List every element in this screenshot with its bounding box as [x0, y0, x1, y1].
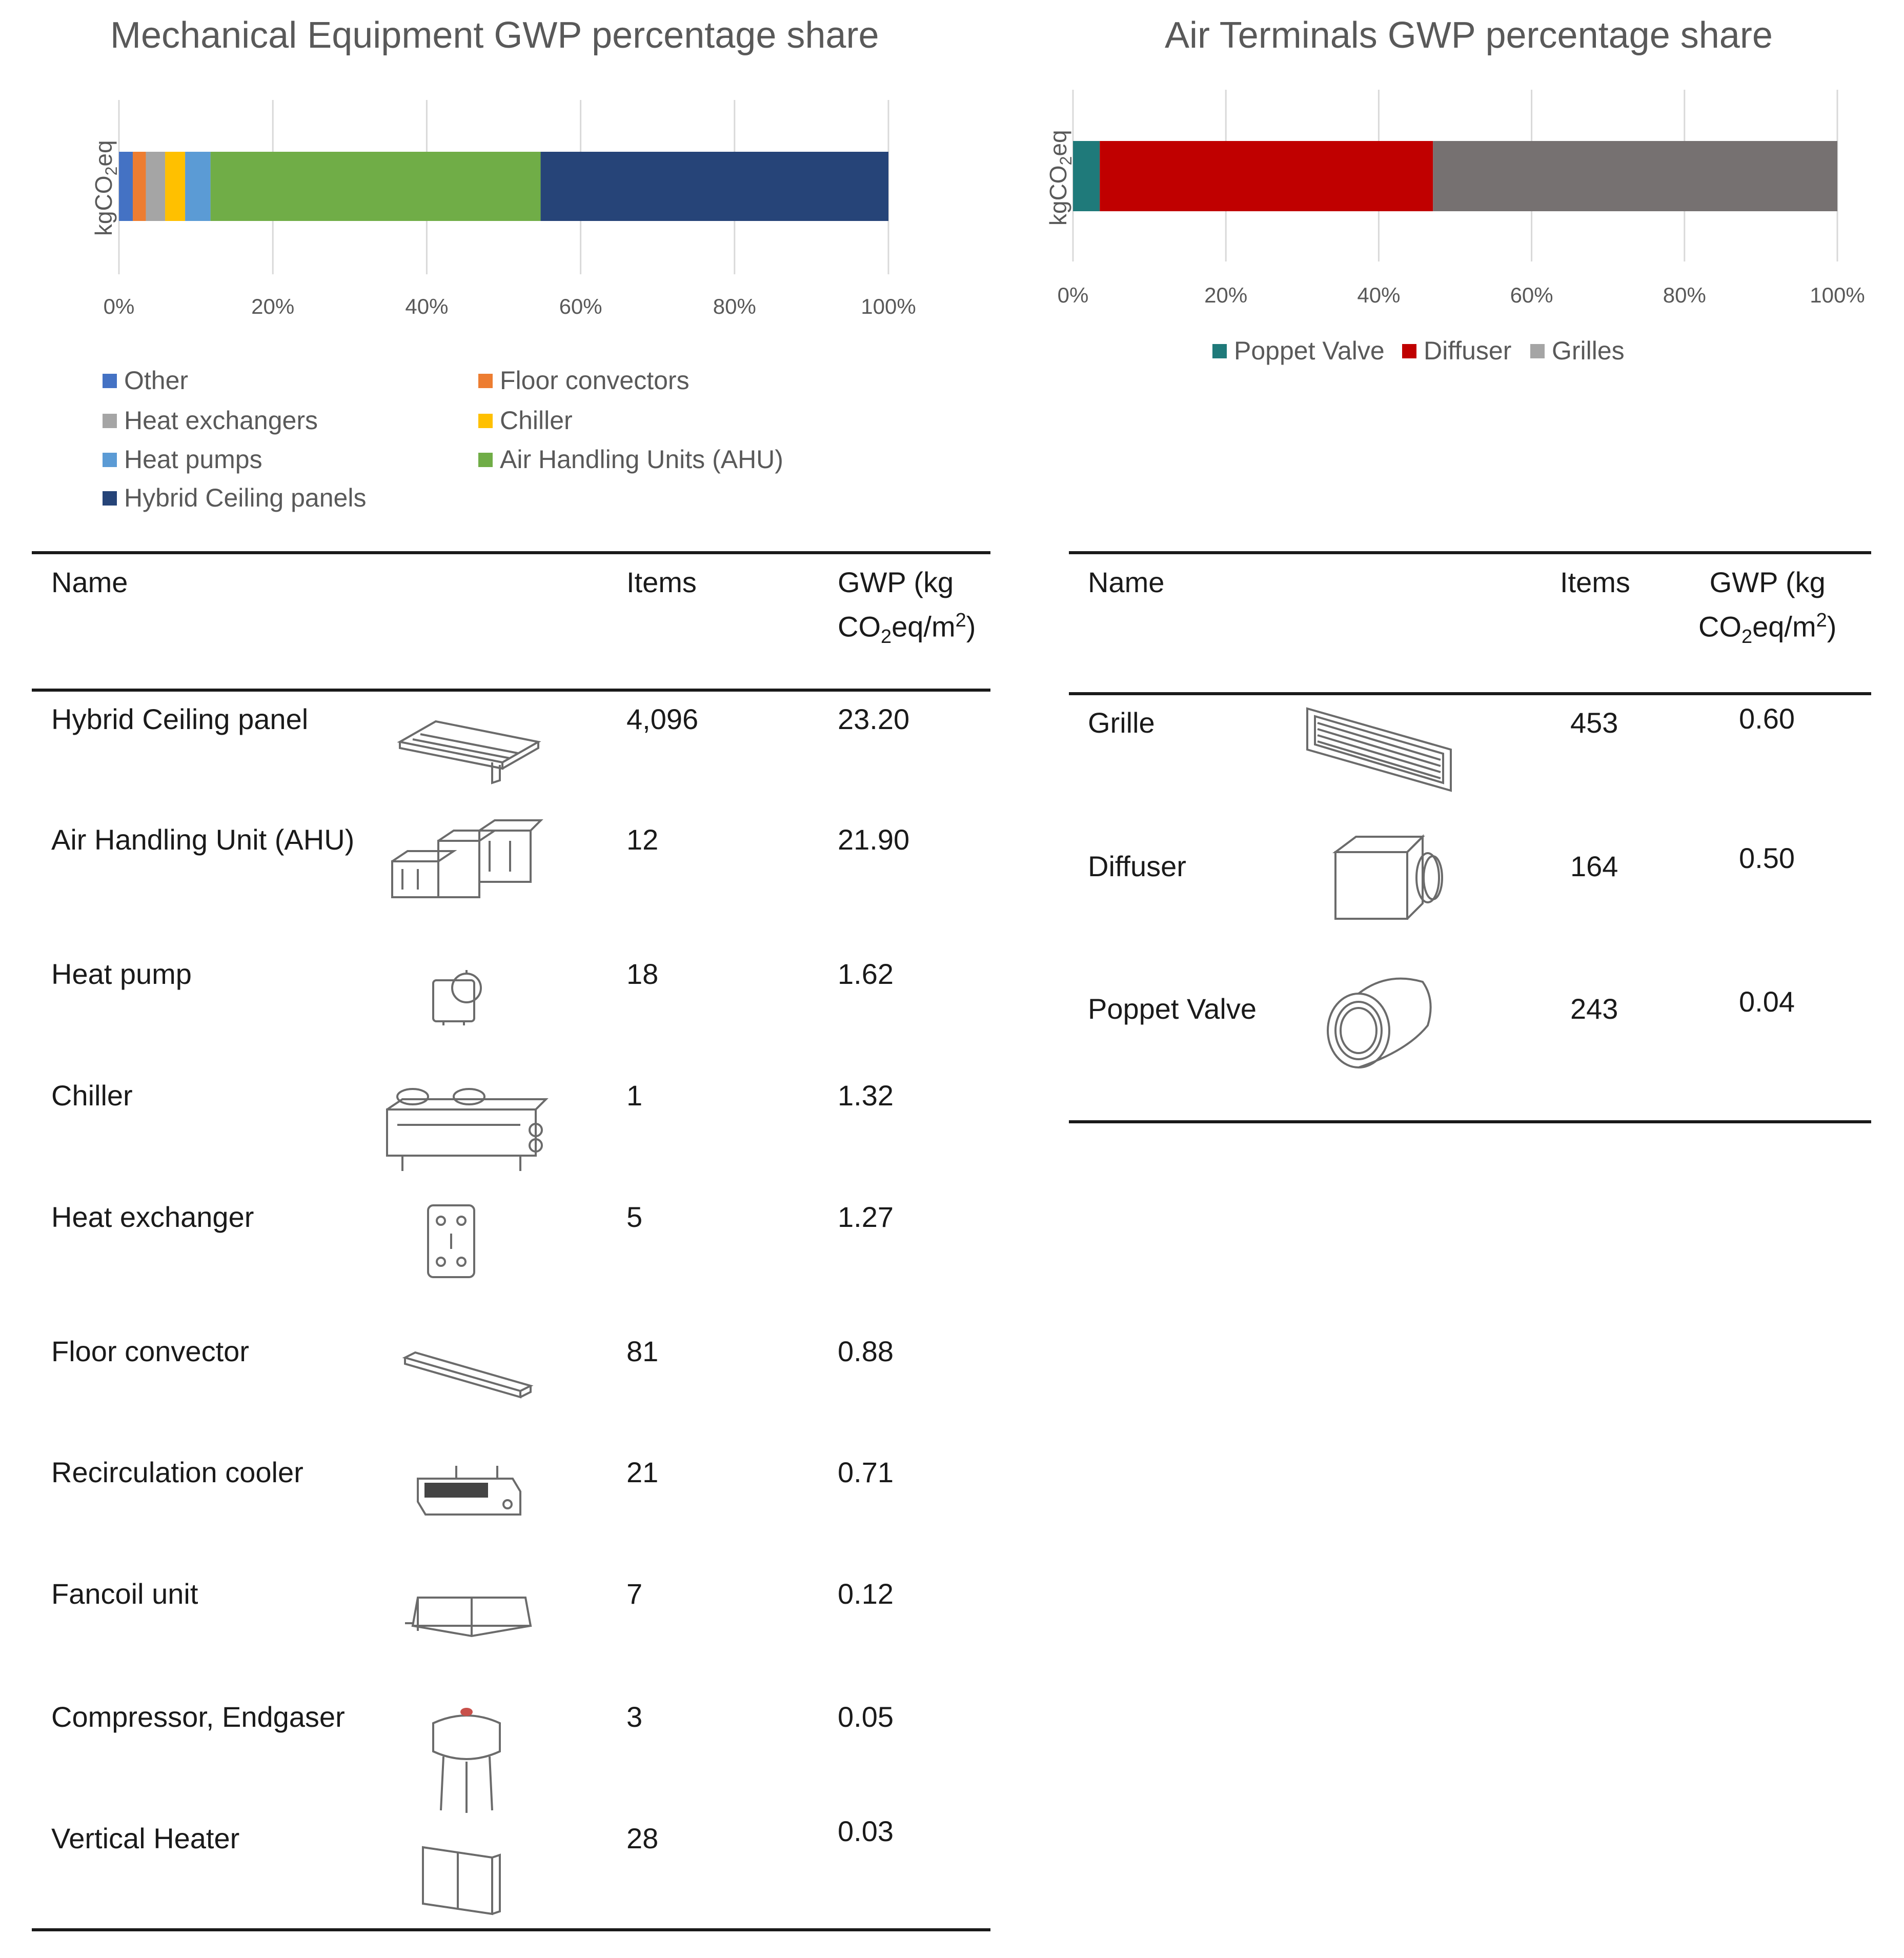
legend-item-hybrid-ceiling-panels — [103, 483, 366, 513]
legend-item-other — [103, 366, 188, 395]
cell-items: 12 — [626, 823, 659, 856]
cell-name: Heat pump — [51, 958, 192, 990]
header-items: Items — [1560, 566, 1630, 598]
bar-segment-hybrid-ceiling-panels — [541, 152, 888, 221]
x-tick-label: 80% — [713, 294, 756, 318]
legend-item-air-handling-units-ahu — [478, 445, 783, 474]
cell-gwp: 0.04 — [1739, 985, 1795, 1018]
cell-name: Heat exchanger — [51, 1201, 254, 1233]
legend-label: Diffuser — [1424, 336, 1512, 365]
ahu-icon — [387, 810, 541, 915]
x-tick-label: 100% — [861, 294, 916, 318]
cell-name: Hybrid Ceiling panel — [51, 703, 309, 735]
legend-swatch — [478, 414, 493, 428]
cell-gwp: 21.90 — [838, 823, 910, 856]
x-tick-label: 40% — [405, 294, 449, 318]
x-tick-label: 20% — [251, 294, 295, 318]
cell-name: Chiller — [51, 1079, 133, 1112]
legend-label: Grilles — [1552, 336, 1625, 365]
table-top-rule — [32, 551, 990, 554]
cell-items: 5 — [626, 1201, 643, 1233]
header-gwp: GWP (kg $CO_2eq/m^2$) — [1698, 566, 1837, 648]
legend-label: Air Handling Units (AHU) — [500, 445, 783, 474]
diffuser-icon — [1325, 832, 1448, 932]
cell-name: Fancoil unit — [51, 1578, 198, 1610]
chiller-icon — [382, 1084, 546, 1179]
table-header-rule — [1069, 692, 1871, 695]
table-header-rule — [32, 689, 990, 692]
cell-items: 4,096 — [626, 703, 699, 735]
x-tick-label: 0% — [1057, 283, 1089, 307]
y-axis-label: kgCO$_2$eq — [1045, 130, 1075, 226]
vertical-heater-icon — [418, 1840, 505, 1919]
cell-name: Floor convector — [51, 1335, 249, 1367]
poppet-valve-icon — [1320, 969, 1438, 1074]
legend-item-heat-pumps — [103, 445, 262, 474]
cell-items: 18 — [626, 958, 659, 990]
legend-swatch — [103, 374, 117, 388]
legend-swatch — [1530, 344, 1545, 358]
cell-gwp: 23.20 — [838, 703, 910, 735]
legend-label: Hybrid Ceiling panels — [124, 483, 367, 512]
chart-title-mechanical: Mechanical Equipment GWP percentage share — [110, 15, 879, 56]
legend-item-chiller — [478, 406, 573, 435]
cell-items: 3 — [626, 1701, 643, 1733]
legend-label: Floor convectors — [500, 366, 690, 395]
x-tick-label: 0% — [103, 294, 135, 318]
cell-items: 21 — [626, 1456, 659, 1488]
table-top-rule — [1069, 551, 1871, 554]
ceiling-panel-icon — [390, 711, 543, 791]
legend-label: Chiller — [500, 406, 573, 435]
cell-items: 1 — [626, 1079, 643, 1112]
heat-exchanger-icon — [423, 1200, 479, 1285]
bar-segment-air-handling-units-ahu — [211, 152, 541, 221]
bar-segment-chiller — [165, 152, 185, 221]
legend-swatch — [103, 491, 117, 506]
header-items: Items — [626, 566, 697, 598]
y-axis-label: kgCO$_2$eq — [90, 140, 120, 236]
legend-label: Other — [124, 366, 189, 395]
legend-swatch — [478, 453, 493, 467]
cell-items: 81 — [626, 1335, 659, 1367]
chart-mechanical — [0, 0, 974, 349]
legend-item-floor-convectors — [478, 366, 690, 395]
legend-label: Heat pumps — [124, 445, 262, 474]
legend-item-grilles — [1530, 336, 1625, 366]
cell-name: Poppet Valve — [1088, 993, 1257, 1025]
cell-gwp: 0.03 — [838, 1815, 894, 1847]
cell-items: 243 — [1570, 993, 1618, 1025]
legend-swatch — [1212, 344, 1227, 358]
header-name: Name — [1088, 566, 1165, 598]
cell-name: Air Handling Unit (AHU) — [51, 823, 355, 856]
legend-item-heat-exchangers — [103, 406, 318, 435]
legend-swatch — [103, 414, 117, 428]
x-tick-label: 100% — [1810, 283, 1865, 307]
cell-name: Grille — [1088, 707, 1155, 739]
cell-name: Diffuser — [1088, 850, 1186, 882]
bar-segment-heat-pumps — [185, 152, 211, 221]
cell-name: Vertical Heater — [51, 1822, 240, 1854]
header-gwp: GWP (kg $CO_2eq/m^2$) — [838, 566, 976, 648]
cell-gwp: 0.60 — [1739, 702, 1795, 735]
legend-label: Heat exchangers — [124, 406, 318, 435]
x-tick-label: 40% — [1357, 283, 1401, 307]
cell-gwp: 0.71 — [838, 1456, 894, 1488]
header-name: Name — [51, 566, 128, 598]
bar-segment-diffuser — [1100, 141, 1433, 211]
cell-gwp: 1.32 — [838, 1079, 894, 1112]
cell-gwp: 0.88 — [838, 1335, 894, 1367]
recirculation-cooler-icon — [410, 1463, 528, 1522]
x-tick-label: 80% — [1663, 283, 1706, 307]
cell-items: 164 — [1570, 850, 1618, 882]
table-bottom-rule — [1069, 1120, 1871, 1123]
table-bottom-rule — [32, 1928, 990, 1931]
bar-segment-poppet-valve — [1073, 141, 1100, 211]
grille-icon — [1302, 703, 1456, 798]
legend-item-diffuser — [1402, 336, 1511, 366]
cell-gwp: 0.05 — [838, 1701, 894, 1733]
legend-swatch — [1402, 344, 1416, 358]
cell-name: Recirculation cooler — [51, 1456, 303, 1488]
chart-title-air-terminals: Air Terminals GWP percentage share — [1165, 15, 1773, 56]
cell-name: Compressor, Endgaser — [51, 1701, 345, 1733]
fancoil-icon — [405, 1587, 538, 1646]
cell-gwp: 1.62 — [838, 958, 894, 990]
cell-items: 453 — [1570, 707, 1618, 739]
heat-pump-icon — [423, 965, 495, 1029]
x-tick-label: 60% — [559, 294, 602, 318]
legend-swatch — [103, 453, 117, 467]
x-tick-label: 60% — [1510, 283, 1553, 307]
bar-segment-heat-exchangers — [146, 152, 166, 221]
bar-segment-other — [119, 152, 133, 221]
chart-air-terminals — [974, 0, 1904, 390]
bar-segment-grilles — [1433, 141, 1837, 211]
x-tick-label: 20% — [1204, 283, 1248, 307]
legend-swatch — [478, 374, 493, 388]
bar-segment-floor-convectors — [133, 152, 146, 221]
cell-items: 28 — [626, 1822, 659, 1854]
cell-gwp: 1.27 — [838, 1201, 894, 1233]
cell-items: 7 — [626, 1578, 643, 1610]
floor-convector-icon — [400, 1347, 533, 1406]
cell-gwp: 0.12 — [838, 1578, 894, 1610]
legend-item-poppet-valve — [1212, 336, 1385, 366]
legend-label: Poppet Valve — [1234, 336, 1385, 365]
compressor-icon — [423, 1703, 510, 1818]
cell-gwp: 0.50 — [1739, 842, 1795, 874]
